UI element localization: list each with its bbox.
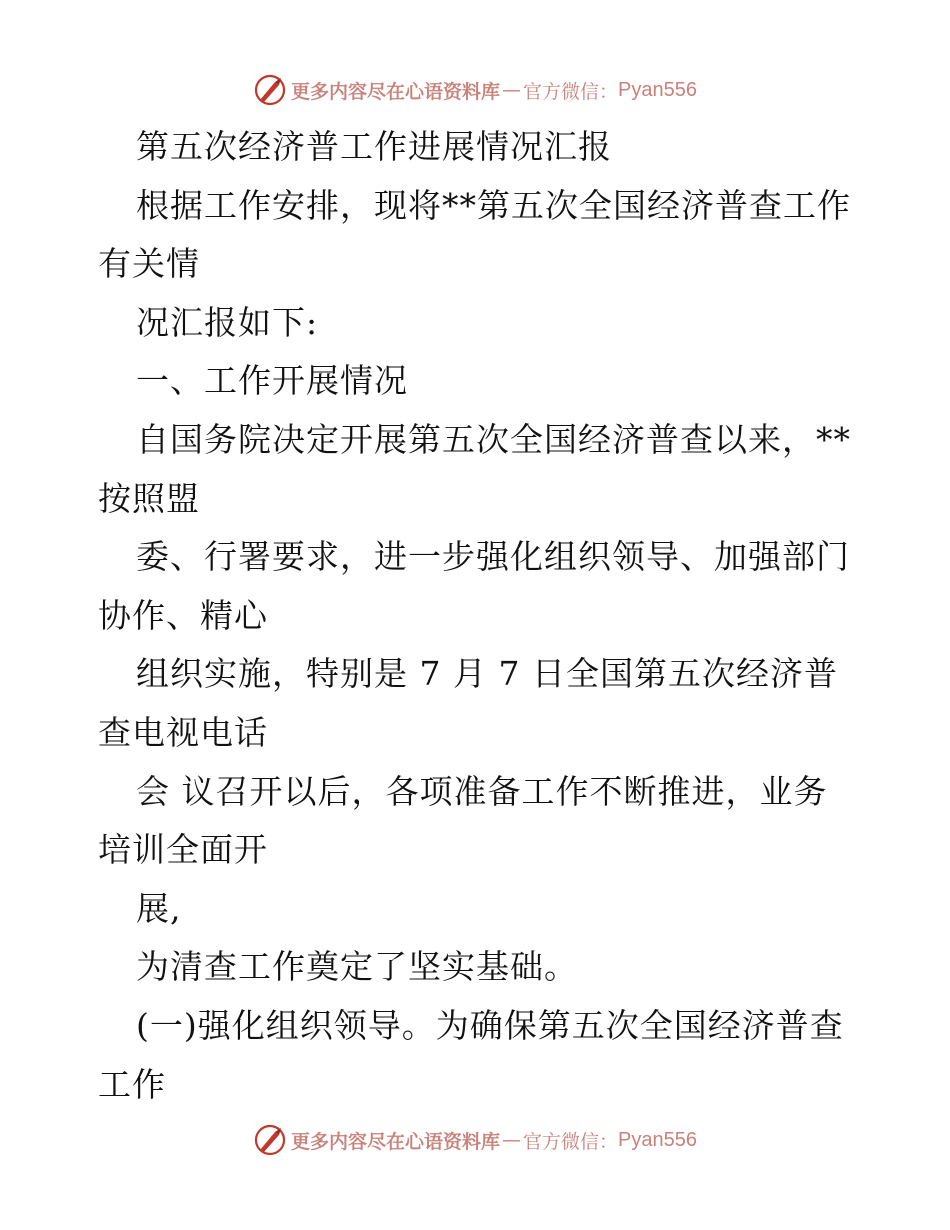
watermark-wechat-label: 官方微信： (523, 80, 619, 103)
footer-watermark (0, 1120, 950, 1160)
text-line: 有关情 (98, 244, 200, 284)
text-line: 况汇报如下: (136, 302, 319, 342)
watermark-main-text: 更多内容尽在心语资料库 (291, 80, 501, 103)
text-line: 工作 (98, 1064, 166, 1104)
document-body (98, 118, 858, 1114)
watermark-main-text: 更多内容尽在心语资料库 (291, 1130, 501, 1153)
header-watermark (0, 70, 950, 110)
text-line: 培训全面开 (98, 830, 268, 870)
watermark-wechat-id: Pyan556 (618, 1128, 697, 1151)
text-line: 查电视电话 (98, 712, 268, 752)
watermark-dash: — (502, 79, 522, 101)
watermark-wechat-label: 官方微信： (523, 1130, 619, 1153)
text-line: 为清查工作奠定了坚实基础。 (136, 947, 578, 987)
watermark-dash: — (502, 1129, 522, 1151)
text-line: 自国务院决定开展第五次全国经济普查以来，** (136, 419, 851, 459)
quill-logo-icon (253, 73, 287, 107)
text-line: 协作、精心 (98, 595, 268, 635)
text-line: 根据工作安排，现将**第五次全国经济普查工作 (136, 185, 851, 225)
text-line: 组织实施，特别是 7 月 7 日全国第五次经济普 (136, 654, 838, 694)
watermark-wechat-id: Pyan556 (618, 78, 697, 101)
subsection-heading: (一)强化组织领导。为确保第五次全国经济普查 (136, 1005, 844, 1045)
text-line: 按照盟 (98, 478, 200, 518)
text-line: 委、行署要求，进一步强化组织领导、加强部门 (136, 537, 850, 577)
section-heading: 一、工作开展情况 (136, 361, 408, 401)
quill-logo-icon (253, 1123, 287, 1157)
text-line: 会 议召开以后，各项准备工作不断推进，业务 (136, 771, 828, 811)
document-title: 第五次经济普工作进展情况汇报 (136, 127, 612, 166)
text-line: 展, (136, 888, 182, 928)
